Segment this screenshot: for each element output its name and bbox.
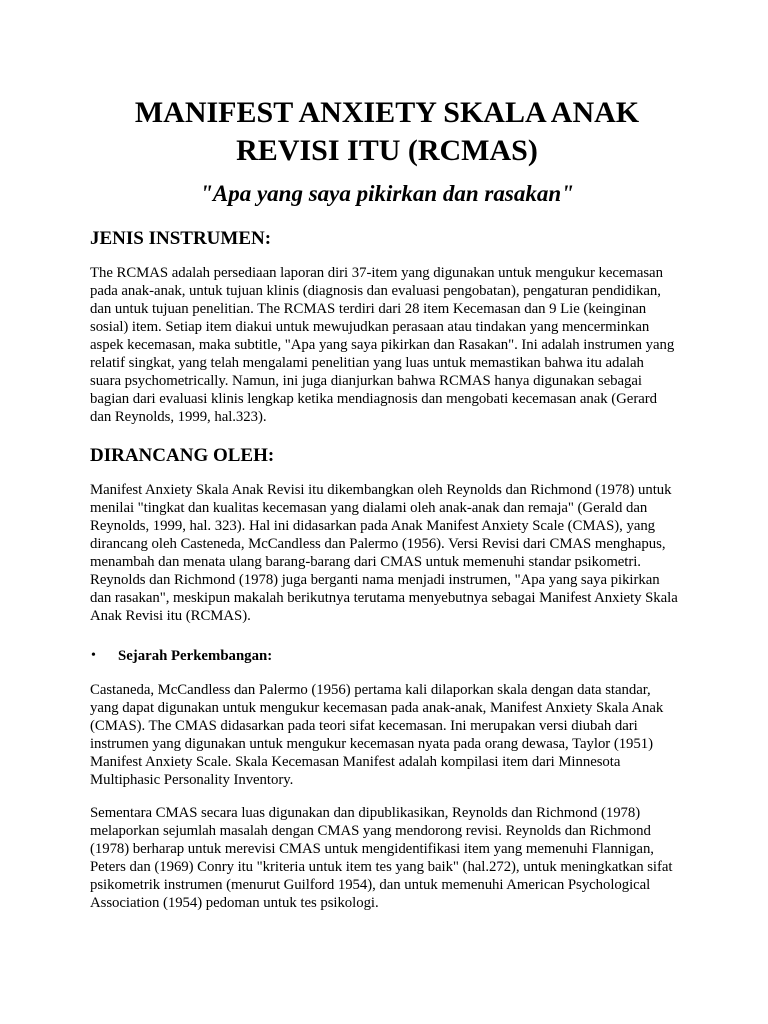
- bullet-icon: •: [91, 648, 96, 663]
- document-title: MANIFEST ANXIETY SKALA ANAK REVISI ITU (RCMAS): [134, 96, 640, 167]
- document-subtitle: "Apa yang saya pikirkan dan rasakan": [200, 181, 574, 206]
- bullet-item-sejarah: [89, 645, 685, 667]
- paragraph-jenis-instrumen: The RCMAS adalah persediaan laporan diri 37-item yang digunakan untuk mengukur kecemasan pada anak-anak, untuk tujuan klinis (diagnosis dan evaluasi pengobatan), pengaturan pendidikan, dan untuk tujuan penelitian. The RCMAS terdiri dari 28 item Kecemasan dan 9 Lie (keinginan sosial) item. Setiap item diakui untuk mewujudkan perasaan atau tindakan yang mencerminkan aspek kecemasan, maka subtitle, "Apa yang saya pikirkan dan Rasakan". Ini adalah instrumen yang relatif singkat, yang telah mengalami penelitian yang luas untuk memastikan bahwa itu adalah suara psychometrically. Namun, ini juga dianjurkan bahwa RCMAS hanya digunakan sebagai bagian dari evaluasi klinis lengkap ketika mendiagnosis dan mengobati kecemasan anak (Gerard dan Reynolds, 1999, hal.323).: [90, 265, 675, 425]
- paragraph-sejarah-1: Castaneda, McCandless dan Palermo (1956) pertama kali dilaporkan skala dengan data standar, yang dapat digunakan untuk mengukur kecemasan pada anak-anak, Manifest Anxiety Skala Anak (CMAS). The CMAS didasarkan pada teori sifat kecemasan. Ini merupakan versi diubah dari instrumen yang digunakan untuk mengukur kecemasan nyata pada orang dewasa, Taylor (1951) Manifest Anxiety Scale. Skala Kecemasan Manifest adalah kompilasi item dari Minnesota Multiphasic Personality Inventory.: [90, 682, 664, 788]
- bullet-heading-sejarah: Sejarah Perkembangan:: [118, 648, 273, 664]
- paragraph-dirancang-oleh: Manifest Anxiety Skala Anak Revisi itu dikembangkan oleh Reynolds dan Richmond (1978) untuk menilai "tingkat dan kualitas kecemasan yang dialami oleh anak-anak dan remaja" (Gerald dan Reynolds, 1999, hal. 323). Hal ini didasarkan pada Anak Manifest Anxiety Scale (CMAS), yang dirancang oleh Casteneda, McCandless dan Palermo (1956). Versi Revisi dari CMAS menghapus, menambah dan menata ulang barang-barang dari CMAS untuk memenuhi standar psikometri. Reynolds dan Richmond (1978) juga berganti nama menjadi instrumen, "Apa yang saya pikirkan dan rasakan", meskipun makalah berikutnya terutama menyebutnya sebagai Manifest Anxiety Skala Anak Revisi itu (RCMAS).: [90, 482, 678, 624]
- paragraph-sejarah-2: Sementara CMAS secara luas digunakan dan dipublikasikan, Reynolds dan Richmond (1978) melaporkan sejumlah masalah dengan CMAS yang mendorong revisi. Reynolds dan Richmond (1978) berharap untuk merevisi CMAS untuk mengidentifikasi item yang memenuhi Flannigan, Peters dan (1969) Conry itu "kriteria untuk item tes yang baik" (hal.272), untuk meningkatkan sifat psikometrik instrumen (menurut Guilford 1954), dan untuk memenuhi American Psychological Association (1954) pedoman untuk tes psikologi.: [90, 805, 673, 911]
- section-heading-dirancang-oleh: DIRANCANG OLEH:: [90, 445, 275, 466]
- section-heading-jenis-instrumen: JENIS INSTRUMEN:: [90, 228, 272, 249]
